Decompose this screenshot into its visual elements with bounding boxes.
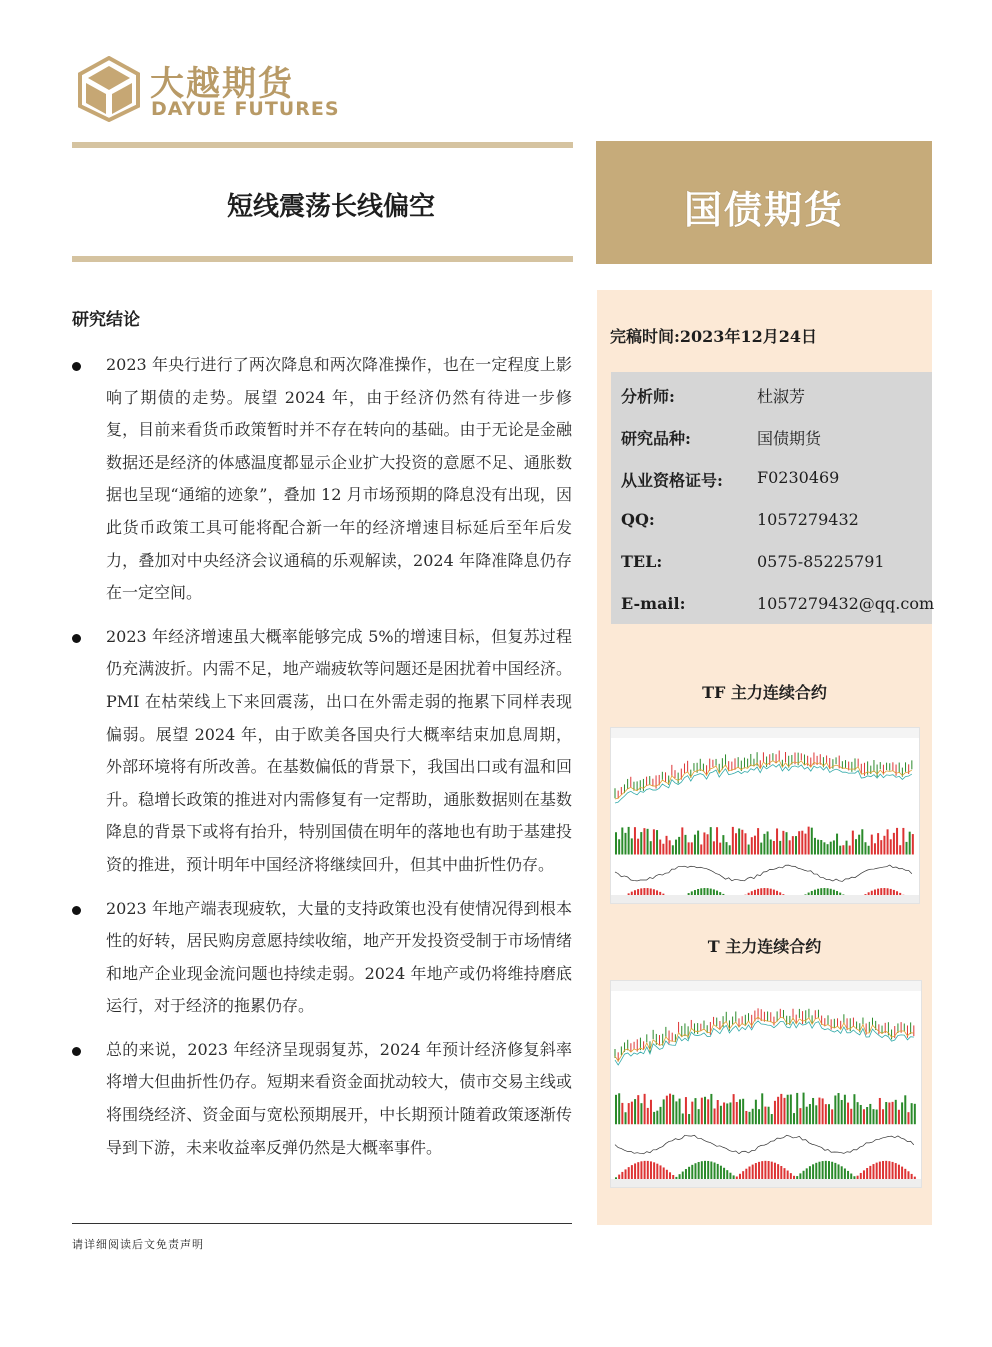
company-logo [78,56,340,126]
conclusion-list [72,349,572,1175]
list-item [72,1034,572,1164]
info-value: 国债期货 [757,429,822,448]
report-title: 短线震荡长线偏空 [226,192,435,222]
bullet-dot-icon [72,634,81,643]
tf-futures-chart-image [610,727,920,904]
list-item-text: 2023 年地产端表现疲软，大量的支持政策也没有使情况得到根本性的好转，居民购房意愿持续收缩，地产开发投资受制于市场情绪和地产企业现金流问题也持续走弱。2024 年地产或仍将维持磨底运行，对于经济的拖累仍存。 [106,898,572,1016]
title-bottom-rule [72,256,573,262]
info-value: 1057279432 [757,510,859,529]
info-value: F0230469 [757,468,840,487]
section-heading: 研究结论 [72,310,140,330]
info-key: 研究品种: [621,429,691,448]
logo-cube-icon [78,56,140,122]
chart-title-tf: TF 主力连续合约 [702,683,827,702]
footer-rule [72,1223,572,1224]
disclaimer-note: 请详细阅读后文免责声明 [72,1238,204,1251]
info-value: 0575-85225791 [757,552,885,571]
list-item [72,349,572,610]
tf-futures-chart-graphic [611,728,919,903]
t-futures-chart-graphic [611,981,921,1187]
list-item-text: 2023 年经济增速虽大概率能够完成 5%的增速目标，但复苏过程仍充满波折。内需不足，地产端疲软等问题还是困扰着中国经济。PMI 在枯荣线上下来回震荡，出口在外需走弱的拖累下同样表现偏弱。展望 2024 年，由于欧美各国央行大概率结束加息周期，外部环境将有所改善。在基数偏低的背景下，我国出口或有温和回升。稳增长政策的推进对内需修复有一定帮助，通胀数据则在基数降息的背景下或将有抬升，特别国债在明年的落地也有助于基建投资的推进，预计明年中国经济将继续回升，但其中曲折性仍存。 [106,626,572,874]
logo-english-name: DAYUE FUTURES [151,98,340,120]
category-label: 国债期货 [683,188,844,232]
analyst-info-box [611,372,935,624]
bullet-dot-icon [72,1047,81,1056]
logo-chinese-name: 大越期货 [150,64,294,104]
t-futures-chart-image [610,980,922,1188]
info-key: TEL: [621,552,663,571]
list-item [72,893,572,1023]
bullet-dot-icon [72,906,81,915]
title-top-rule [72,142,573,148]
info-key: 分析师: [621,387,675,406]
info-value: 1057279432@qq.com [757,594,935,613]
completion-date: 完稿时间:2023年12月24日 [610,327,817,346]
list-item [72,621,572,882]
list-item-text: 总的来说，2023 年经济呈现弱复苏，2024 年预计经济修复斜率将增大但曲折性仍存。短期来看资金面扰动较大，债市交易主线或将围绕经济、资金面与宽松预期展开，中长期预计随着政策逐渐传导到下游，未来收益率反弹仍然是大概率事件。 [106,1039,572,1157]
list-item-text: 2023 年央行进行了两次降息和两次降准操作，也在一定程度上影响了期债的走势。展望 2024 年，由于经济仍然有待进一步修复，目前来看货币政策暂时并不存在转向的基础。由于无论是金融数据还是经济的体感温度都显示企业扩大投资的意愿不足、通胀数据也呈现“通缩的迹象”，叠加 12 月市场预期的降息没有出现，因此货币政策工具可能将配合新一年的经济增速目标延后至年后发力，叠加对中央经济会议通稿的乐观解读，2024 年降准降息仍存在一定空间。 [106,355,572,603]
chart-title-t: T 主力连续合约 [707,937,822,956]
info-value: 杜淑芳 [757,387,806,406]
info-key: 从业资格证号: [621,471,723,490]
info-key: QQ: [621,510,655,529]
category-banner [596,141,932,264]
info-key: E-mail: [621,594,686,613]
bullet-dot-icon [72,362,81,371]
